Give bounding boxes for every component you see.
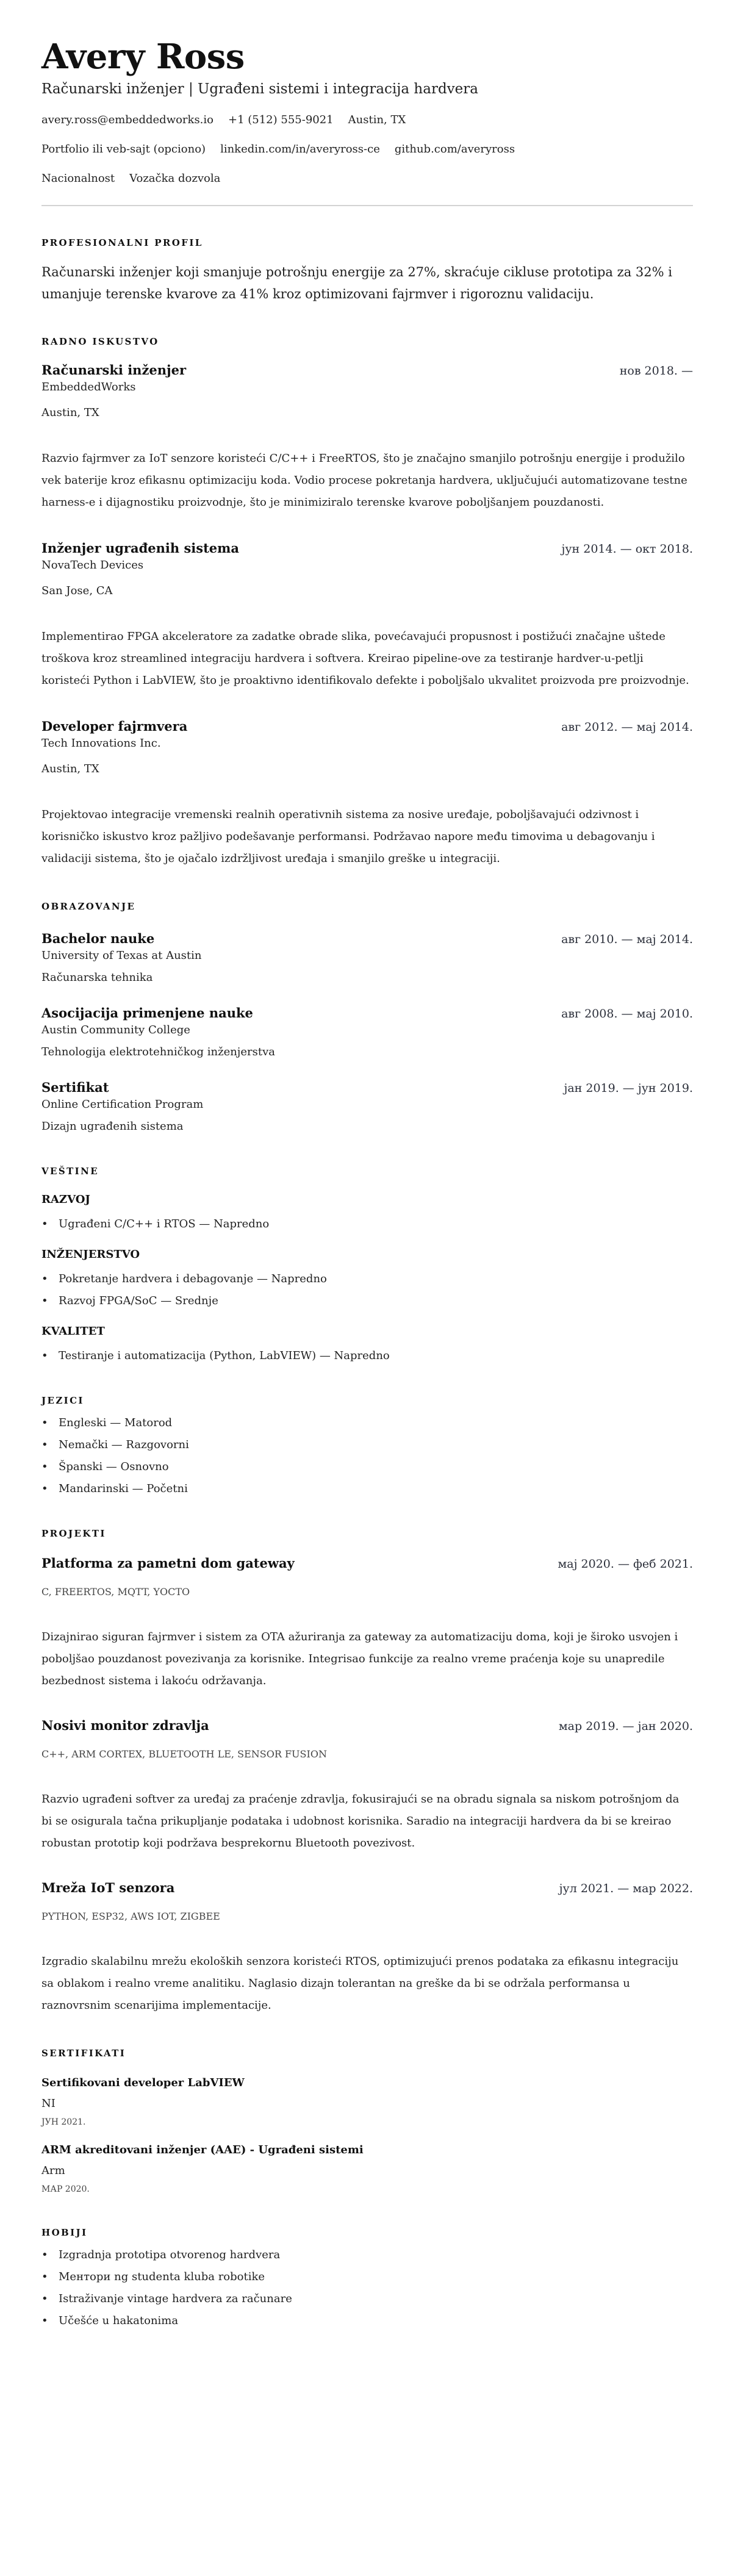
languages-section [41, 1394, 693, 1497]
skill-group-title: KVALITET [41, 1325, 105, 1338]
job-date: нов 2018. — [619, 364, 693, 378]
skill-list [41, 1216, 693, 1232]
skills-section [41, 1165, 693, 1364]
hobby-item: • Izgradnja prototipa otvorenog hardvera [41, 2247, 693, 2263]
project-date: мар 2019. — јан 2020. [558, 1720, 693, 1733]
certificate-date: ЈУН 2021. [41, 2117, 86, 2127]
experience-section [41, 335, 693, 870]
degree-title: Bachelor nauke [41, 931, 155, 946]
job-description: Implementirao FPGA akceleratore za zadatke obrade slika, povećavajući propusnost i postižući značajne uštede troškova kroz streamlined integraciju hardvera i softvera. Kreirao pipeline-ove za testiranje hardver-u-petlji koristeći Python i LabVIEW, što je proaktivno identifikovalo defekte i poboljšalo ukvalitet proizvoda pre proizvodnje. [41, 630, 689, 687]
section-title-certificates: SERTIFIKATI [41, 2048, 126, 2059]
certificate-issuer: Arm [41, 2164, 65, 2177]
skill-item: • Testiranje i automatizacija (Python, LabVIEW) — Napredno [41, 1348, 693, 1364]
skill-group-title: RAZVOJ [41, 1193, 90, 1206]
project-date: јул 2021. — мар 2022. [559, 1882, 693, 1895]
profile-section [41, 237, 693, 305]
language-item: • Nemački — Razgovorni [41, 1437, 693, 1453]
job-location: Austin, TX [41, 762, 99, 775]
project-title: Platforma za pametni dom gateway [41, 1555, 295, 1571]
job-entry [41, 361, 693, 514]
nationality-label: Nacionalnost [41, 172, 115, 185]
job-company: EmbeddedWorks [41, 381, 136, 393]
header-divider [41, 205, 693, 206]
job-title: Računarski inženjer [41, 362, 187, 378]
portfolio-link[interactable]: Portfolio ili veb-sajt (opciono) [41, 143, 206, 156]
contact-location: Austin, TX [348, 113, 406, 126]
skill-item: • Ugrađeni C/C++ i RTOS — Napredno [41, 1216, 693, 1232]
certificate-name: ARM akreditovani inženjer (AAE) - Ugrađeni sistemi [41, 2144, 364, 2156]
section-title-education: OBRAZOVANJE [41, 901, 136, 912]
profile-summary: Računarski inženjer koji smanjuje potrošnju energije za 27%, skraćuje cikluse prototipa za 32% i umanjuje terenske kvarove za 41% kroz optimizovani fajrmver i rigoroznu validaciju. [41, 265, 672, 301]
skill-item: • Pokretanje hardvera i debagovanje — Napredno [41, 1271, 693, 1287]
drivers-license-label: Vozačka dozvola [129, 172, 221, 185]
hobby-item: • Učešće u hakatonima [41, 2313, 693, 2329]
candidate-name: Avery Ross [41, 37, 245, 77]
school-name: Austin Community College [41, 1024, 190, 1036]
education-entry [41, 930, 693, 986]
hobby-item: • Istraživanje vintage hardvera za računare [41, 2291, 693, 2307]
education-entry [41, 1004, 693, 1060]
github-link[interactable]: github.com/averyross [394, 143, 515, 156]
education-date: авг 2008. — мај 2010. [561, 1007, 693, 1021]
job-company: NovaTech Devices [41, 559, 144, 572]
project-entry [41, 1554, 693, 1692]
project-description: Dizajnirao siguran fajrmver i sistem za OTA ažuriranja za gateway za automatizaciju doma, koji je široko usvojen i poboljšao pouzdanost povezivanja za korisnike. Integrisao funkcije za realno vreme praćenja koje su unapredile bezbednost sistema i lakoću održavanja. [41, 1631, 678, 1687]
certificate-date: МАР 2020. [41, 2184, 90, 2194]
job-date: авг 2012. — мај 2014. [561, 720, 693, 734]
skill-list [41, 1348, 693, 1364]
education-date: јан 2019. — јун 2019. [564, 1082, 693, 1095]
certificates-section [41, 2047, 693, 2196]
degree-title: Sertifikat [41, 1080, 109, 1095]
certificate-name: Sertifikovani developer LabVIEW [41, 2076, 245, 2089]
section-title-projects: PROJEKTI [41, 1528, 106, 1539]
job-location: San Jose, CA [41, 584, 113, 597]
section-title-skills: VEŠTINE [41, 1166, 99, 1177]
school-name: University of Texas at Austin [41, 949, 202, 962]
job-date: јун 2014. — окт 2018. [561, 542, 693, 556]
linkedin-link[interactable]: linkedin.com/in/averyross-ce [220, 143, 380, 156]
hobbies-section [41, 2226, 693, 2329]
certificate-entry [41, 2142, 693, 2196]
job-location: Austin, TX [41, 406, 99, 419]
skill-group-title: INŽENJERSTVO [41, 1248, 140, 1261]
education-date: авг 2010. — мај 2014. [561, 933, 693, 946]
job-company: Tech Innovations Inc. [41, 737, 161, 750]
school-name: Online Certification Program [41, 1098, 204, 1111]
hobby-list [41, 2247, 693, 2329]
project-description: Izgradio skalabilnu mrežu ekoloških senzora koristeći RTOS, optimizujući prenos podataka za efikasnu integraciju sa oblakom i realno vreme analitiku. Naglasio dizajn tolerantan na greške da bi se održala performansa u raznovrsnim scenarijima implementacije. [41, 1955, 679, 2012]
section-title-hobbies: HOBIJI [41, 2227, 88, 2238]
degree-title: Asocijacija primenjene nauke [41, 1005, 253, 1021]
language-list [41, 1415, 693, 1497]
projects-section [41, 1527, 693, 2017]
job-description: Projektovao integracije vremenski realnih operativnih sistema za nosive uređaje, poboljšavajući odzivnost i korisničko iskustvo kroz pažljivo podešavanje performansi. Podržavao napore među timovima u debagovanju i validaciji sistema, što je ojačalo izdržljivost uređaja i smanjilo greške u integraciji. [41, 808, 655, 865]
education-entry [41, 1078, 693, 1135]
language-item: • Engleski — Matorod [41, 1415, 693, 1431]
resume-header [41, 35, 693, 206]
job-description: Razvio fajrmver za IoT senzore koristeći C/C++ i FreeRTOS, što je značajno smanjilo potrošnju energije i produžilo vek baterije kroz efikasnu optimizaciju koda. Vodio procese pokretanja hardvera, uključujući automatizovane testne harness-e i dijagnostiku proizvodnje, što je minimiziralo terenske kvarove poboljšanjem pouzdanosti. [41, 452, 687, 509]
field-of-study: Dizajn ugrađenih sistema [41, 1120, 184, 1133]
project-title: Nosivi monitor zdravlja [41, 1718, 209, 1733]
project-entry [41, 1717, 693, 1854]
job-entry [41, 539, 693, 692]
certificate-issuer: NI [41, 2097, 56, 2110]
job-title: Developer fajrmvera [41, 719, 188, 734]
project-entry [41, 1879, 693, 2017]
project-tech-stack: PYTHON, ESP32, AWS IOT, ZIGBEE [41, 1910, 220, 1922]
project-description: Razvio ugrađeni softver za uređaj za praćenje zdravlja, fokusirajući se na obradu signala sa niskom potrošnjom da bi se osigurala tačna prikupljanje podataka i udobnost korisnika. Saradio na integraciji hardvera da bi se kreirao robustan prototip koji podržava besprekornu Bluetooth povezivost. [41, 1793, 680, 1849]
contact-row-extra [41, 171, 693, 187]
contact-row-links [41, 142, 693, 157]
project-date: мај 2020. — феб 2021. [558, 1557, 693, 1571]
hobby-item: • Ментори ng studenta kluba robotike [41, 2269, 693, 2285]
section-title-languages: JEZICI [41, 1395, 84, 1406]
job-entry [41, 717, 693, 870]
project-tech-stack: C++, ARM CORTEX, BLUETOOTH LE, SENSOR FUSION [41, 1748, 327, 1760]
field-of-study: Računarska tehnika [41, 971, 153, 984]
contact-row-primary [41, 112, 693, 128]
job-title: Inženjer ugrađenih sistema [41, 540, 239, 556]
field-of-study: Tehnologija elektrotehničkog inženjerstva [41, 1046, 276, 1058]
language-item: • Španski — Osnovno [41, 1459, 693, 1475]
section-title-experience: RADNO ISKUSTVO [41, 336, 159, 347]
candidate-headline: Računarski inženjer | Ugrađeni sistemi i integracija hardvera [41, 81, 478, 97]
education-section [41, 900, 693, 1135]
language-item: • Mandarinski — Početni [41, 1481, 693, 1497]
project-tech-stack: C, FREERTOS, MQTT, YOCTO [41, 1586, 190, 1598]
contact-email[interactable]: avery.ross@embeddedworks.io [41, 113, 214, 126]
skill-item: • Razvoj FPGA/SoC — Srednje [41, 1293, 693, 1309]
skill-list [41, 1271, 693, 1309]
section-title-profile: PROFESIONALNI PROFIL [41, 237, 203, 248]
contact-phone[interactable]: +1 (512) 555-9021 [228, 113, 334, 126]
certificate-entry [41, 2075, 693, 2129]
project-title: Mreža IoT senzora [41, 1880, 175, 1895]
